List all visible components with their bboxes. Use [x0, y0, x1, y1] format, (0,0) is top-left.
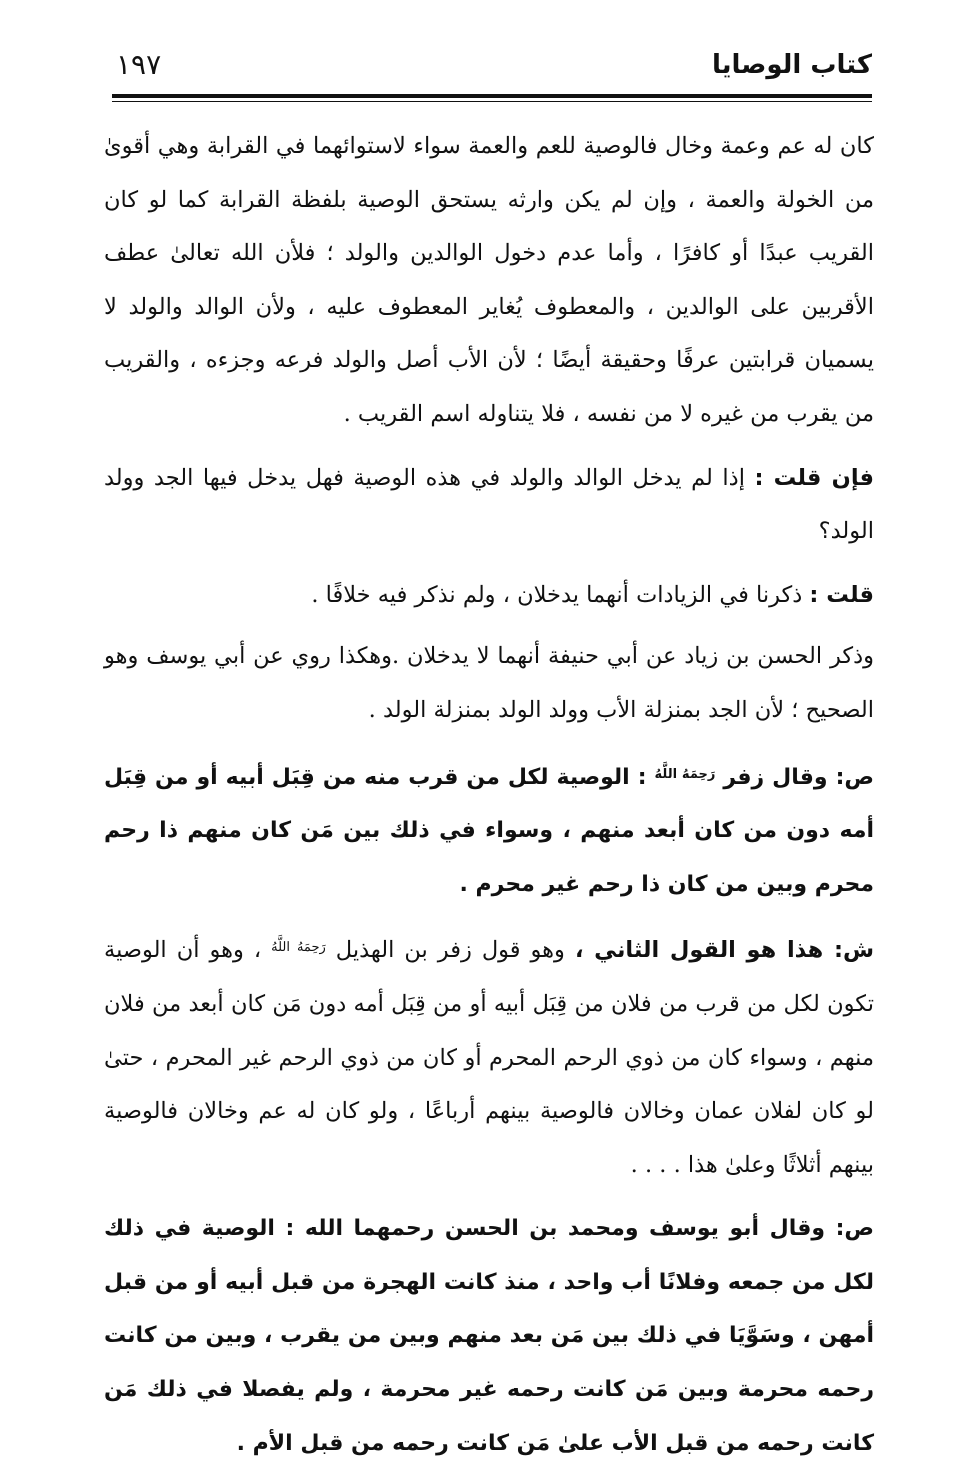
- paragraph-5: [104, 748, 874, 912]
- paragraph-7: ص: وقال أبو يوسف ومحمد بن الحسن رحمهما الله : الوصية في ذلك لكل من جمعه وفلانًا أب واحد ، منذ كانت الهجرة من قبل أبيه أو من قبل أمهن ، وسَوَّيَا في ذلك بين مَن بعد منهم وبين من يقرب ، وبين من كانت رحمه محرمة وبين مَن كانت رحمه غير محرمة ، ولم يفصلا في ذلك مَن كانت رحمه من قبل الأب علىٰ مَن كانت رحمه من قبل الأم .: [104, 1216, 874, 1456]
- header-rule-thin: [112, 101, 872, 102]
- paragraph-6-text-1: وهو قول زفر بن الهذيل: [335, 937, 565, 964]
- paragraph-6: [104, 921, 874, 1192]
- answer-text: ذكرنا في الزيادات أنهما يدخلان ، ولم نذكر فيه خلافًا .: [311, 581, 803, 608]
- question-text: إذا لم يدخل الوالد والولد في هذه الوصية فهل يدخل فيها الجد وولد الولد؟: [104, 464, 874, 545]
- honorific-glyph: رَحِمَهُ اللَّهُ: [271, 940, 326, 956]
- book-title: كتاب الوصايا: [711, 50, 872, 80]
- paragraph-1: كان له عم وعمة وخال فالوصية للعم والعمة سواء لاستوائهما في القرابة وهي أقوىٰ من الخولة والعمة ، وإن لم يكن وارثه يستحق الوصية بلفظة القرابة كما لو كان القريب عبدًا أو كافرًا ، وأما عدم دخول الوالدين والولد ؛ فلأن الله تعالىٰ عطف الأقربين على الوالدين ، والمعطوف يُغاير المعطوف عليه ، ولأن الوالد والولد لا يسميان قرابتين عرفًا وحقيقة أيضًا ؛ لأن الأب أصل والولد فرعه وجزءه ، والقريب من يقرب من غيره لا من نفسه ، فلا يتناوله اسم القريب .: [104, 133, 874, 427]
- commentary-lead: ش: هذا هو القول الثاني ،: [574, 937, 874, 964]
- paragraph-3: [104, 569, 874, 623]
- paragraph-5-start: ص: وقال زفر: [723, 764, 874, 790]
- page-header: [112, 42, 872, 92]
- paragraph-5-rest: : الوصية لكل من قرب منه من قِبَل أبيه أو من قِبَل أمه دون من كان أبعد منهم ، وسواء في ذلك بين مَن كان منهم ذا رحم محرم وبين من كان ذا رحم غير محرم .: [104, 764, 874, 897]
- paragraph-4: وذكر الحسن بن زياد عن أبي حنيفة أنهما لا يدخلان .وهكذا روي عن أبي يوسف وهو الصحيح ؛ لأن الجد بمنزلة الأب وولد الولد بمنزلة الولد .: [104, 643, 874, 723]
- body-text: [104, 120, 874, 1480]
- paragraph-2: [104, 452, 874, 559]
- honorific-glyph: رَحِمَهُ اللَّهُ: [654, 766, 716, 782]
- page-number: ١٩٧: [116, 48, 162, 81]
- answer-lead: قلت :: [809, 581, 874, 608]
- paragraph-6-text-2: ، وهو أن الوصية تكون لكل من قرب من فلان من قِبَل أبيه أو من قِبَل أمه دون مَن كان أبعد من فلان منهم ، وسواء كان من ذوي الرحم المحرم أو كان من ذوي الرحم غير المحرم ، حتىٰ لو كان لفلان عمان وخالان فالوصية بينهم أرباعًا ، ولو كان له عم وخالان فالوصية بينهم أثلاثًا وعلىٰ هذا . . . .: [104, 937, 874, 1178]
- header-rule-thick: [112, 94, 872, 98]
- question-lead: فإن قلت :: [754, 464, 874, 491]
